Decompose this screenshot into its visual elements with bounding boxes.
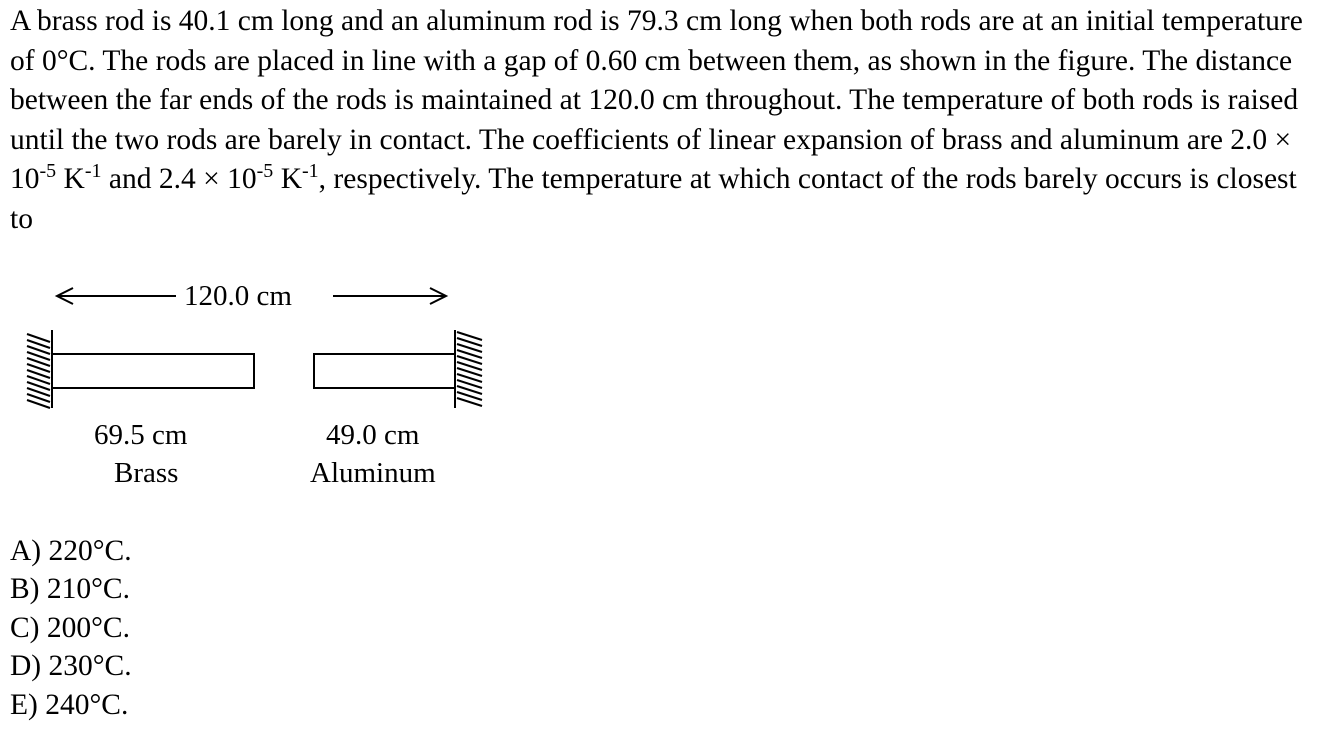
question-text xyxy=(10,2,1326,239)
exponent: -5 xyxy=(39,160,57,182)
brass-length-label: 69.5 cm xyxy=(94,419,188,451)
choice-c[interactable]: C) 200°C. xyxy=(10,611,130,644)
question-text-part: , respectively. The temperature at which contact of the rods barely occurs is closest to xyxy=(10,163,1297,235)
choice-d[interactable]: D) 230°C. xyxy=(10,650,132,683)
question-text-part: K xyxy=(56,163,85,195)
choice-e[interactable]: E) 240°C. xyxy=(10,688,129,721)
aluminum-material-label: Aluminum xyxy=(310,457,436,489)
choice-b[interactable]: B) 210°C. xyxy=(10,573,130,606)
choice-a[interactable]: A) 220°C. xyxy=(10,535,132,567)
aluminum-rod xyxy=(314,354,455,388)
aluminum-length-label: 49.0 cm xyxy=(326,419,420,451)
question-text-part: A brass rod is 40.1 cm long and an aluminum rod is 79.3 cm long when both rods are at an initial temperature of 0°C. The rods are placed in line with a gap of 0.60 cm between them, as shown in the figure. The distance between the far ends of the rods is maintained at 120.0 cm throughout. The temperature of both rods is raised until the two rods are barely in contact. The coefficients of linear expansion of brass and aluminum are 2.0 × 10 xyxy=(10,5,1303,195)
exponent: -5 xyxy=(256,160,274,182)
right-wall-icon xyxy=(455,330,482,408)
exponent: -1 xyxy=(84,160,102,182)
question-text-part: and 2.4 × 10 xyxy=(101,163,257,195)
rods-figure xyxy=(0,270,520,510)
answer-choices xyxy=(10,532,132,724)
total-length-label: 120.0 cm xyxy=(184,280,292,312)
brass-rod xyxy=(52,354,254,388)
brass-material-label: Brass xyxy=(114,457,179,489)
exponent: -1 xyxy=(302,160,319,182)
left-wall-icon xyxy=(27,330,52,408)
question-text-part: K xyxy=(273,163,302,195)
